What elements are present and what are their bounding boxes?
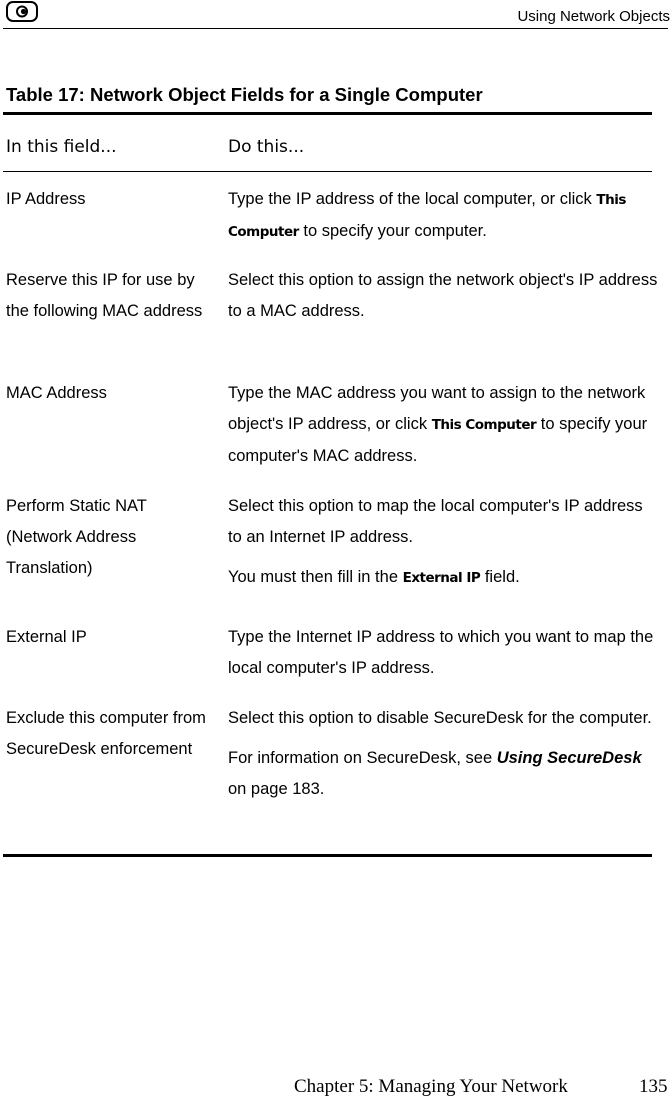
running-header: Using Network Objects <box>517 8 670 25</box>
ui-label: This Computer <box>431 417 537 433</box>
table-title: Table 17: Network Object Fields for a Single Computer <box>6 84 483 105</box>
footer-chapter: Chapter 5: Managing Your Network <box>294 1076 568 1097</box>
cross-reference-link[interactable]: Using SecureDesk <box>496 749 642 767</box>
field-name: External IP <box>6 628 87 646</box>
field-name: Exclude this computer from SecureDesk enforcement <box>6 709 206 758</box>
field-description: Type the IP address of the local computer, or click This Computer to specify your computer. <box>228 190 626 240</box>
ui-label: This Computer <box>228 192 626 240</box>
table-top-rule <box>3 112 652 115</box>
ui-label: External IP <box>402 570 481 586</box>
field-description: Type the MAC address you want to assign to the network object's IP address, or click This Computer to specify your computer's MAC address. <box>228 384 648 465</box>
field-name: MAC Address <box>6 384 107 402</box>
table-bottom-rule <box>3 854 652 857</box>
eye-logo-icon <box>6 1 38 22</box>
field-description: Select this option to assign the network object's IP address to a MAC address. <box>228 271 658 320</box>
field-description: Select this option to disable SecureDesk for the computer. For information on SecureDesk, see Using SecureDesk on page 183. <box>228 709 652 798</box>
page-number: 135 <box>639 1076 668 1097</box>
field-name: Reserve this IP for use by the following MAC address <box>6 271 203 320</box>
column-header-field: In this field... <box>6 137 117 157</box>
page-footer <box>294 1076 668 1098</box>
field-description: Type the Internet IP address to which you want to map the local computer's IP address. <box>228 628 654 677</box>
column-header-action: Do this... <box>228 137 305 157</box>
field-name: Perform Static NAT (Network Address Translation) <box>6 497 147 577</box>
table-header-rule <box>3 171 652 172</box>
header-divider <box>3 28 668 29</box>
field-description: Select this option to map the local computer's IP address to an Internet IP address. You must then fill in the External IP field. <box>228 497 643 586</box>
field-name: IP Address <box>6 190 86 208</box>
